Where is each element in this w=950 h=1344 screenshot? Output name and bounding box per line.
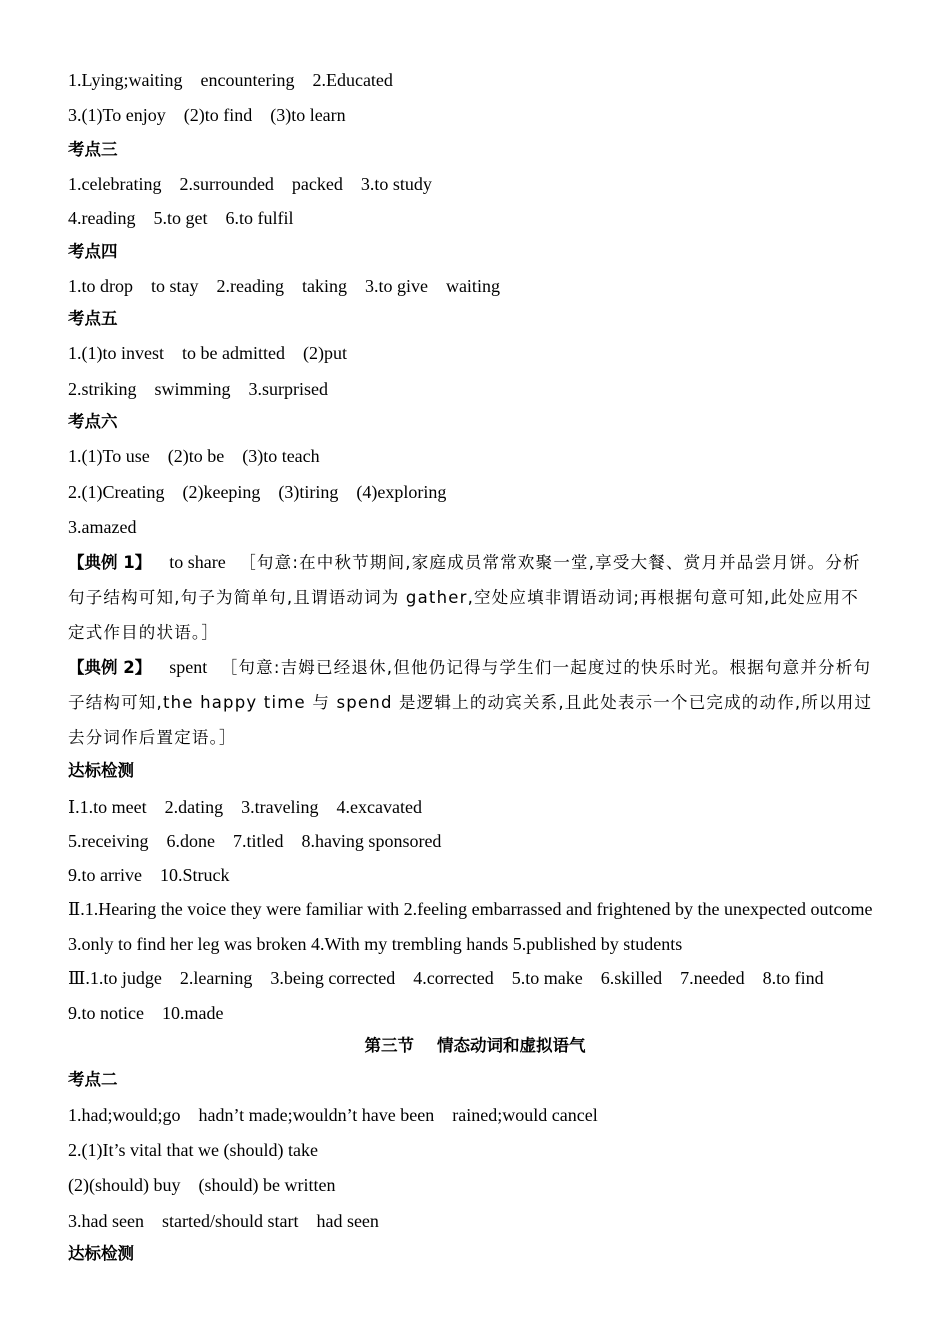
test-line: 5.receiving 6.done 7.titled 8.having sponsored bbox=[68, 831, 442, 851]
answer-line: 1.to drop to stay 2.reading taking 3.to give waiting bbox=[68, 276, 500, 296]
test-heading: 达标检测 bbox=[68, 1244, 134, 1263]
section-heading: 考点六 bbox=[68, 412, 118, 431]
section-heading: 考点四 bbox=[68, 242, 118, 261]
example-label: 【典例 2】 bbox=[68, 658, 152, 677]
test-line: Ⅰ.1.to meet 2.dating 3.traveling 4.excavated bbox=[68, 797, 423, 817]
answer-line: (2)(should) buy (should) be written bbox=[68, 1175, 336, 1195]
test-line: 9.to notice 10.made bbox=[68, 1003, 224, 1023]
answer-line: 2.(1)Creating (2)keeping (3)tiring (4)exploring bbox=[68, 482, 447, 502]
answer-line: 2.striking swimming 3.surprised bbox=[68, 379, 328, 399]
example-1 bbox=[68, 545, 873, 650]
example-explanation: ［句意:吉姆已经退休,但他仍记得与学生们一起度过的快乐时光。根据句意并分析句子结构可知,the happy time 与 spend 是逻辑上的动宾关系,且此处表示一个已完成的动作,所以用过去分词作后置定语。］ bbox=[68, 658, 873, 747]
answer-line: 1.had;would;go hadn’t made;wouldn’t have been rained;would cancel bbox=[68, 1105, 598, 1125]
answer-line: 2.(1)It’s vital that we (should) take bbox=[68, 1140, 318, 1160]
section-title: 第三节 情态动词和虚拟语气 bbox=[364, 1036, 586, 1055]
answer-line: 1.(1)to invest to be admitted (2)put bbox=[68, 343, 347, 363]
section-heading: 考点三 bbox=[68, 140, 118, 159]
section-heading: 考点二 bbox=[68, 1070, 118, 1089]
example-explanation: ［句意:在中秋节期间,家庭成员常常欢聚一堂,享受大餐、赏月并品尝月饼。分析句子结构可知,句子为简单句,且谓语动词为 gather,空处应填非谓语动词;再根据句意可知,此处应用不定式作目的状语。］ bbox=[68, 553, 861, 642]
answer-line: 3.had seen started/should start had seen bbox=[68, 1211, 379, 1231]
answer-line: 1.(1)To use (2)to be (3)to teach bbox=[68, 446, 320, 466]
example-answer: to share bbox=[169, 552, 226, 572]
answer-line: 1.Lying;waiting encountering 2.Educated bbox=[68, 70, 393, 90]
example-label: 【典例 1】 bbox=[68, 553, 152, 572]
test-line: Ⅲ.1.to judge 2.learning 3.being corrected 4.corrected 5.to make 6.skilled 7.needed 8.to find bbox=[68, 968, 824, 988]
example-answer: spent bbox=[169, 657, 208, 677]
answer-line: 3.(1)To enjoy (2)to find (3)to learn bbox=[68, 105, 346, 125]
test-line: 9.to arrive 10.Struck bbox=[68, 865, 230, 885]
answer-line: 3.amazed bbox=[68, 517, 137, 537]
section-heading: 考点五 bbox=[68, 309, 118, 328]
test-line: Ⅱ.1.Hearing the voice they were familiar with 2.feeling embarrassed and frightened by the unexpected outcome 3.only to find her leg was broken 4.With my trembling hands 5.published by students bbox=[68, 899, 873, 954]
test-heading: 达标检测 bbox=[68, 761, 134, 780]
answer-line: 4.reading 5.to get 6.to fulfil bbox=[68, 208, 294, 228]
answer-line: 1.celebrating 2.surrounded packed 3.to study bbox=[68, 174, 432, 194]
example-2 bbox=[68, 650, 873, 755]
